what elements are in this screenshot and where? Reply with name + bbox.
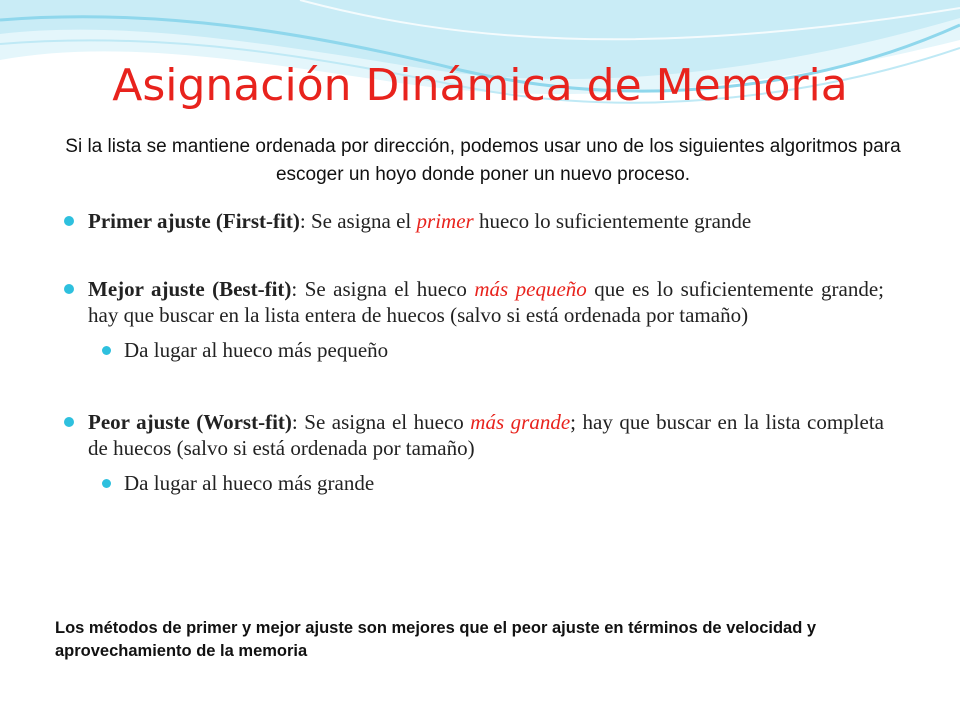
list-item-best-fit [58,276,884,328]
item-emphasis: más pequeño [474,277,587,301]
bullet-dot [64,216,74,226]
bullet-dot [64,284,74,294]
sub-item-text: Da lugar al hueco más pequeño [124,338,389,362]
bullet-dot [102,479,111,488]
list-item-worst-fit [58,409,884,461]
item-term: Peor ajuste (Worst-fit) [88,410,292,434]
conclusion-text: Los métodos de primer y mejor ajuste son mejores que el peor ajuste en términos de velocidad y aprovechamiento de la memoria [55,619,817,660]
sub-item-text: Da lugar al hueco más grande [124,471,375,495]
item-term: Mejor ajuste (Best-fit) [88,277,292,301]
item-emphasis: primer [416,209,474,233]
item-text-pre: Se asigna el hueco [304,277,475,301]
sub-item-best-fit [58,337,884,363]
bullet-dot [102,346,111,355]
item-text-pre: Se asigna el hueco [304,410,471,434]
list-item-first-fit [58,208,884,234]
item-term: Primer ajuste (First-fit) [88,209,300,233]
algorithm-list [58,208,884,496]
item-colon: : [291,410,305,434]
item-colon: : [299,209,311,233]
item-emphasis: más grande [470,410,571,434]
intro-text: Si la lista se mantiene ordenada por dirección, podemos usar uno de los siguientes algoritmos para escoger un hoyo donde poner un nuevo proceso. [65,136,901,185]
slide-title: Asignación Dinámica de Memoria [112,60,848,111]
bullet-dot [64,417,74,427]
item-text-post: ; hay que buscar en la lista completa de huecos (salvo si está ordenada por tamaño) [88,410,884,460]
sub-item-worst-fit [58,470,884,496]
item-colon: : [291,277,305,301]
item-text-post: hueco lo suficientemente grande [473,209,752,233]
item-text-pre: Se asigna el [310,209,417,233]
item-text-post: que es lo suficientemente grande; hay que buscar en la lista entera de huecos (salvo si está ordenada por tamaño) [88,277,885,327]
